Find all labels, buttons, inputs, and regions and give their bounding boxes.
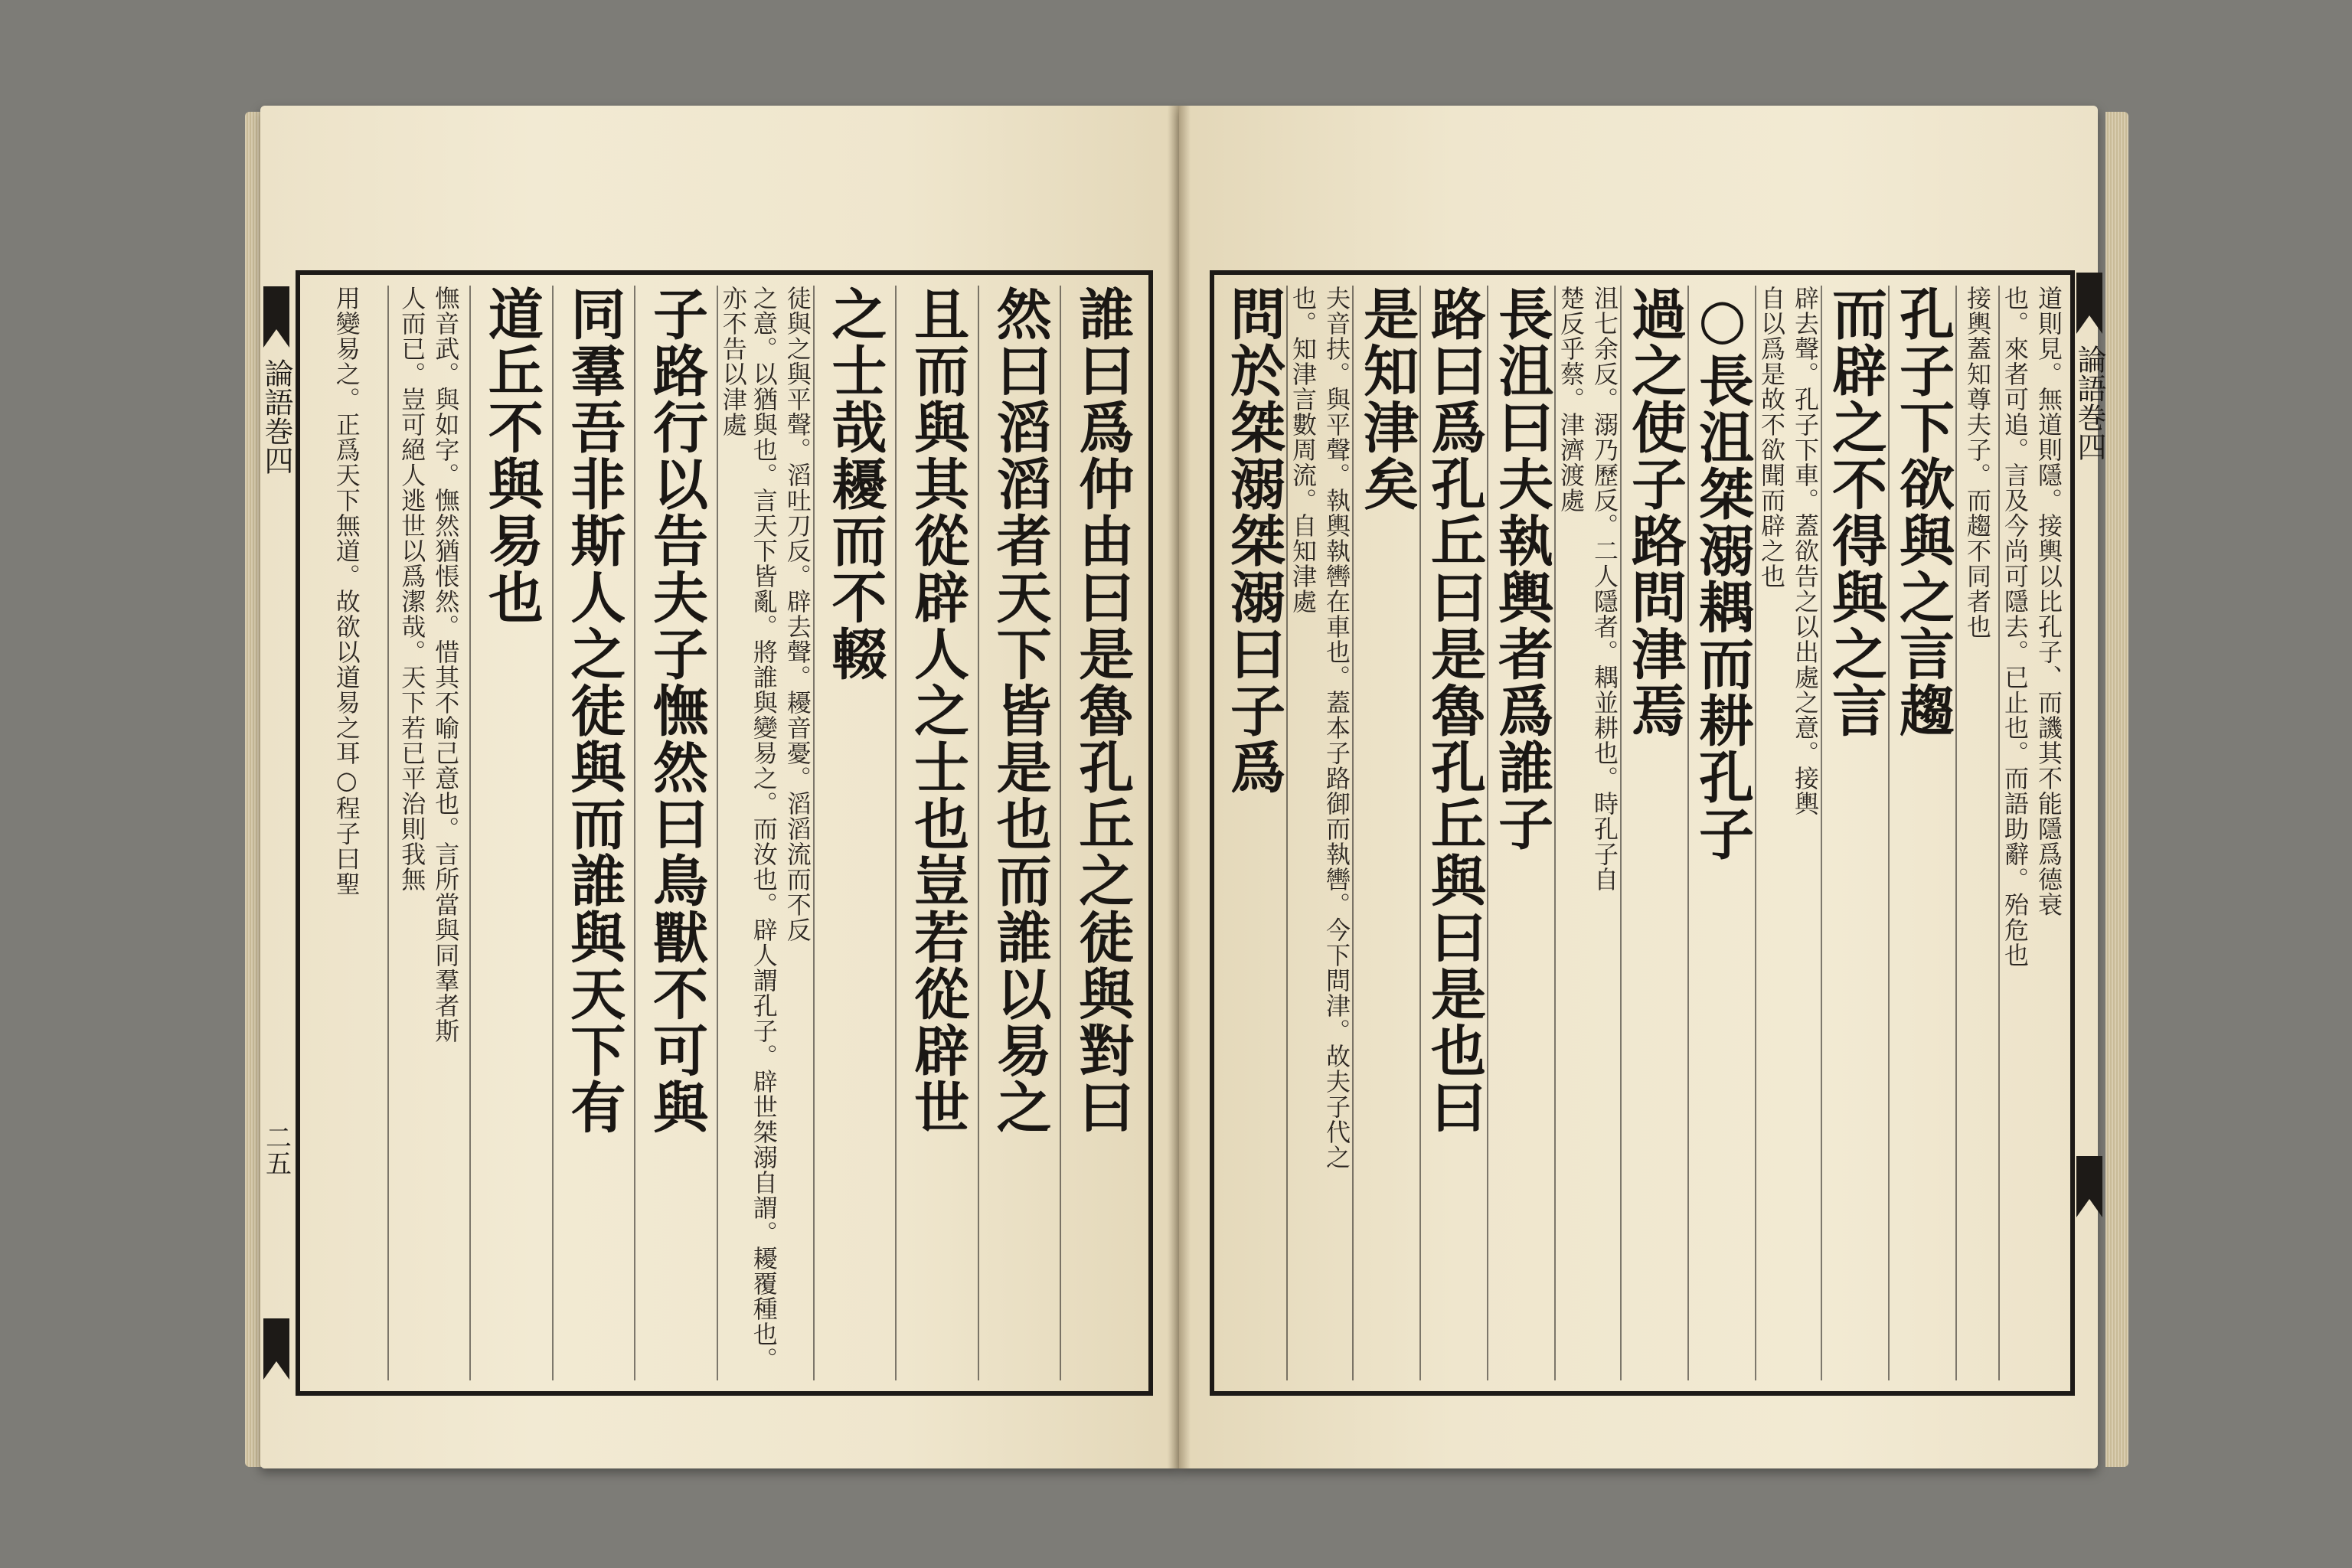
commentary-line: 也。知津言數周流。自知津處 (1289, 286, 1318, 614)
text-column (1687, 286, 1755, 1380)
left-page-margin (256, 282, 297, 1384)
commentary-line: 之意。以猶與也。言天下皆亂。將誰與變易之。而汝也。辟人謂孔子。辟世桀溺自謂。耰覆種也。亦不告以津處 (718, 286, 779, 1372)
text-column (1060, 286, 1142, 1380)
commentary-line: 自以爲是故不欲聞而辟之也 (1757, 286, 1786, 589)
commentary-column (387, 286, 470, 1380)
commentary-line: 徒與之與平聲。滔吐刀反。辟去聲。耰音憂。滔滔流而不反 (782, 286, 812, 942)
main-text-line: 孔子下欲與之言趨 (1890, 286, 1955, 739)
text-column (469, 286, 552, 1380)
main-text-line: 而辟之不得與之言 (1823, 286, 1888, 739)
commentary-column (1286, 286, 1352, 1380)
commentary-line: 人而已。豈可絕人逃世以爲潔哉。天下若已平治則我無 (397, 286, 427, 892)
main-text-line: 路曰爲孔丘曰是魯孔丘與曰是也曰 (1422, 286, 1487, 1135)
text-column (634, 286, 717, 1380)
text-column (552, 286, 635, 1380)
commentary-column (717, 286, 813, 1380)
main-text-line: 同羣吾非斯人之徒與而誰與天下有 (561, 286, 627, 1135)
text-column (813, 286, 896, 1380)
commentary-line: 道則見。無道則隱。接輿以比孔子、而譏其不能隱爲德衰 (2034, 286, 2063, 917)
text-column (1821, 286, 1888, 1380)
text-column (895, 286, 978, 1380)
main-text-line: 誰曰爲仲由曰是魯孔丘之徒與對曰 (1070, 286, 1135, 1135)
right-page (1179, 106, 2098, 1468)
commentary-line: 楚反乎蔡。津濟渡處 (1557, 286, 1586, 513)
main-text-line: 之士哉耰而不輟 (822, 286, 888, 682)
commentary-line: 沮七余反。溺乃歷反。二人隱者。耦並耕也。時孔子自 (1590, 286, 1619, 892)
commentary-line: 接輿蓋知尊夫子。而趨不同者也 (1963, 286, 1992, 639)
right-page-margin (2069, 268, 2110, 1370)
book-gutter (1168, 106, 1191, 1468)
text-column (978, 286, 1060, 1380)
commentary-line: 用變易之。正爲天下無道。故欲以道易之耳○程子曰聖 (332, 286, 361, 897)
main-text-line: 道丘不與易也 (479, 286, 544, 626)
commentary-column (1755, 286, 1821, 1380)
right-columns (1220, 286, 2064, 1380)
left-text-frame (296, 270, 1153, 1396)
left-running-title: 論語巻四 (260, 358, 293, 475)
commentary-line: 夫音扶。與平聲。執輿執轡在車也。蓋本子路御而執轡。今下問津。故夫子代之 (1322, 286, 1351, 1170)
text-column (1888, 286, 1955, 1380)
main-text-line: 問於桀溺桀溺曰子爲 (1221, 286, 1286, 795)
commentary-column (1554, 286, 1620, 1380)
right-running-title: 論語巻四 (2073, 345, 2106, 461)
commentary-line: 也。來者可追。言及今尚可隱去。已止也。而語助辭。殆危也 (2001, 286, 2030, 968)
main-text-line: 然曰滔滔者天下皆是也而誰以易之 (987, 286, 1053, 1135)
main-text-line: 子路行以告夫子憮然曰鳥獸不可與 (643, 286, 709, 1135)
commentary-column (306, 286, 387, 1380)
commentary-line: 憮音武。與如字。憮然猶悵然。惜其不喻己意也。言所當與同羣者斯 (431, 286, 461, 1044)
main-text-line: 長沮曰夫執輿者爲誰子 (1489, 286, 1554, 852)
text-column (1352, 286, 1419, 1380)
text-column (1220, 286, 1286, 1380)
commentary-column (1998, 286, 2064, 1380)
left-columns (306, 286, 1142, 1380)
text-column (1419, 286, 1487, 1380)
fish-tail-mark-top-right (2076, 273, 2102, 334)
fish-tail-mark-bottom-right (2076, 1156, 2102, 1217)
right-text-frame (1210, 270, 2075, 1396)
main-text-line: 且而與其從辟人之士也豈若從辟世 (905, 286, 971, 1135)
main-text-line: 是知津矣 (1354, 286, 1419, 512)
open-book (253, 92, 2121, 1485)
folio-number: 二五 (260, 1124, 292, 1176)
main-text-line: ○長沮桀溺耦而耕孔子 (1690, 286, 1755, 862)
fish-tail-mark-bottom (263, 1318, 289, 1380)
text-column (1620, 286, 1687, 1380)
main-text-line: 過之使子路問津焉 (1622, 286, 1687, 739)
left-page (260, 106, 1179, 1468)
commentary-column (1955, 286, 1998, 1380)
text-column (1487, 286, 1554, 1380)
fish-tail-mark-top (263, 286, 289, 348)
commentary-line: 辟去聲。孔子下車。蓋欲告之以出處之意。接輿 (1791, 286, 1820, 816)
